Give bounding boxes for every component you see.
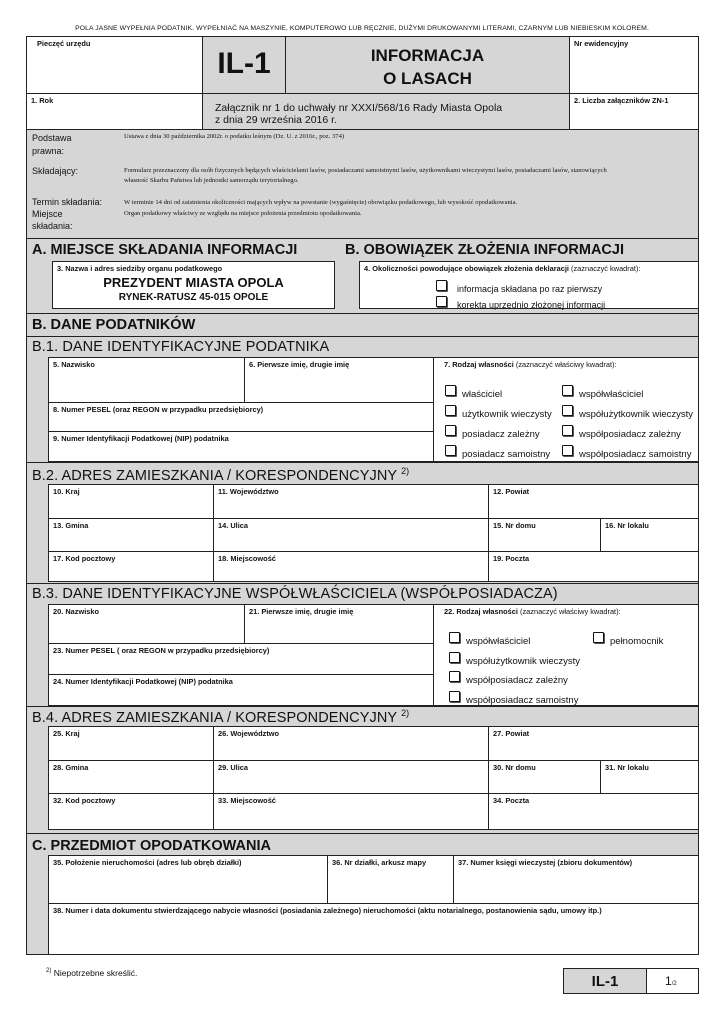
b3-title: B.3. DANE IDENTYFIKACYJNE WSPÓŁWŁAŚCICIELA (WSPÓŁPOSIADACZA)	[32, 586, 558, 602]
co-dependent-holder-checkbox[interactable]	[562, 425, 573, 436]
co-commune-field[interactable]	[48, 760, 214, 794]
house-number-field[interactable]	[488, 518, 601, 552]
footnote	[46, 968, 137, 978]
co-first-names-field[interactable]	[244, 604, 434, 644]
district-label: 12. Powiat	[493, 487, 530, 496]
form-code: IL-1	[217, 47, 271, 80]
b1-top-line	[26, 336, 699, 337]
top-note: POLA JASNE WYPEŁNIA PODATNIK. WYPEŁNIAĆ NA MASZYNIE, KOMPUTEROWO LUB RĘCZNIE, DUŻYMI DRUKOWANYMI LITERAMI, CZARNYM LUB NIEBIESKIM KOLOREM.	[75, 25, 649, 32]
owner-label: właściciel	[462, 389, 503, 400]
apartment-number-field[interactable]	[600, 518, 699, 552]
section-c-title: C. PRZEDMIOT OPODATKOWANIA	[32, 838, 271, 854]
basis-label-2: prawna:	[32, 146, 65, 156]
b2-title	[32, 466, 409, 484]
co-own-co-perpetual-user[interactable]	[449, 648, 580, 667]
apartment-number-label: 16. Nr lokalu	[605, 521, 649, 530]
basis-text: Ustawa z dnia 30 października 2002r. o podatku leśnym (Dz. U. z 2016r., poz. 374)	[124, 133, 345, 140]
stamp-label: Pieczęć urzędu	[37, 39, 91, 48]
b4-footnote-ref: 2)	[401, 708, 410, 718]
locality-label: 18. Miejscowość	[218, 554, 276, 563]
place-label-1: Miejsce	[32, 209, 63, 219]
footer-code-box	[563, 968, 647, 994]
land-register-label: 37. Numer księgi wieczystej (zbioru dokumentów)	[458, 858, 633, 867]
basis-label-1: Podstawa	[32, 133, 72, 143]
co-own-co-owner[interactable]	[449, 628, 530, 647]
co-own-co-independent-holder-label: współposiadacz samoistny	[466, 695, 579, 706]
co-dependent-holder-label: współposiadacz zależny	[579, 429, 681, 440]
tax-office-name: PREZYDENT MIASTA OPOLA	[103, 275, 284, 290]
section-b-top-line	[26, 313, 699, 314]
co-postal-code-label: 32. Kod pocztowy	[53, 796, 116, 805]
country-field[interactable]	[48, 484, 214, 519]
co-country-field[interactable]	[48, 726, 214, 761]
co-own-co-dependent-holder-label: współposiadacz zależny	[466, 675, 568, 686]
first-names-field[interactable]	[244, 357, 434, 403]
co-street-field[interactable]	[213, 760, 489, 794]
first-filing-label: informacja składana po raz pierwszy	[457, 284, 603, 294]
first-filing-checkbox[interactable]	[436, 280, 447, 291]
co-house-number-field[interactable]	[488, 760, 601, 794]
street-label: 14. Ulica	[218, 521, 248, 530]
filer-label: Składający:	[32, 166, 79, 176]
co-own-co-perpetual-user-checkbox[interactable]	[449, 652, 460, 663]
b1-title: B.1. DANE IDENTYFIKACYJNE PODATNIKA	[32, 339, 330, 355]
locality-field[interactable]	[213, 551, 489, 582]
form-title-line2: O LASACH	[383, 69, 472, 88]
independent-holder-label: posiadacz samoistny	[462, 449, 551, 460]
co-commune-label: 28. Gmina	[53, 763, 89, 772]
co-own-co-independent-holder[interactable]	[449, 687, 578, 706]
b2-top-line	[26, 462, 699, 463]
nip-label: 9. Numer Identyfikacji Podatkowej (NIP) podatnika	[53, 434, 229, 443]
attachment-line1: Załącznik nr 1 do uchwały nr XXXI/568/16 Rady Miasta Opola	[215, 102, 503, 114]
duty-circumstances-hint: (zaznaczyć kwadrat):	[571, 264, 641, 273]
co-voivodeship-label: 26. Województwo	[218, 729, 280, 738]
dependent-holder-label: posiadacz zależny	[462, 429, 540, 440]
nip-field[interactable]	[48, 431, 434, 462]
section-a-title: A. MIEJSCE SKŁADANIA INFORMACJI	[32, 242, 298, 258]
dependent-holder-checkbox[interactable]	[445, 425, 456, 436]
co-owner-label: współwłaściciel	[579, 389, 644, 400]
surname-label: 5. Nazwisko	[53, 360, 95, 369]
own-owner[interactable]	[445, 381, 502, 400]
tax-office-label: 3. Nazwa i adres siedziby organu podatkowego	[57, 264, 223, 273]
ownership-document-label: 38. Numer i data dokumentu stwierdzającego nabycie własności (posiadania zależnego) nieruchomości (aktu notarialnego, postanowienia sądu, umowy itp.)	[53, 906, 602, 915]
footer-code: IL-1	[591, 973, 619, 990]
attachment-line2: z dnia 29 września 2016 r.	[215, 114, 337, 126]
footnote-text: Niepotrzebne skreślić.	[53, 968, 138, 978]
attorney-checkbox[interactable]	[593, 632, 604, 643]
form-title-box	[285, 36, 570, 94]
voivodeship-field[interactable]	[213, 484, 489, 519]
b3-top-line	[26, 583, 699, 584]
term-text: W terminie 14 dni od zaistnienia okoliczności mających wpływ na powstanie (wygaśnięcie) obowiązku podatkowego, lub wysokość opodatkowania.	[124, 199, 518, 206]
own-co-owner[interactable]	[562, 381, 643, 400]
own-co-perpetual-user[interactable]	[562, 401, 693, 420]
co-nip-label: 24. Numer Identyfikacji Podatkowej (NIP) podatnika	[53, 677, 233, 686]
perpetual-user-checkbox[interactable]	[445, 405, 456, 416]
co-ownership-type-hint: (zaznaczyć właściwy kwadrat):	[520, 607, 621, 616]
co-own-co-owner-checkbox[interactable]	[449, 632, 460, 643]
property-location-field[interactable]	[48, 855, 328, 904]
pesel-field[interactable]	[48, 402, 434, 432]
own-independent-holder[interactable]	[445, 441, 550, 460]
co-voivodeship-field[interactable]	[213, 726, 489, 761]
land-register-field[interactable]	[453, 855, 699, 904]
attachments-count-field[interactable]	[569, 93, 699, 130]
co-surname-field[interactable]	[48, 604, 245, 644]
postal-code-field[interactable]	[48, 551, 214, 582]
co-independent-holder-label: współposiadacz samoistny	[579, 449, 692, 460]
ownership-document-field[interactable]	[48, 903, 699, 955]
attachment-box	[202, 93, 570, 130]
place-label-2: składania:	[32, 221, 73, 231]
filer-text-2: własność Skarbu Państwa lub jednostki samorządu terytorialnego.	[124, 177, 299, 184]
own-co-independent-holder[interactable]	[562, 441, 691, 460]
b4-top-line	[26, 706, 699, 707]
co-district-label: 27. Powiat	[493, 729, 530, 738]
co-own-co-owner-label: współwłaściciel	[466, 636, 531, 647]
house-number-label: 15. Nr domu	[493, 521, 536, 530]
co-independent-holder-checkbox[interactable]	[562, 445, 573, 456]
office-stamp-field[interactable]	[26, 36, 203, 94]
section-b-duty-title: B. OBOWIĄZEK ZŁOŻENIA INFORMACJI	[345, 242, 624, 258]
correction-label: korekta uprzednio złożonej informacji	[457, 300, 606, 310]
b4-title-text: B.4. ADRES ZAMIESZKANIA / KORESPONDENCYJNY	[32, 709, 397, 726]
attachments-count-label: 2. Liczba załączników ZN-1	[574, 96, 669, 105]
co-owner-checkbox[interactable]	[562, 385, 573, 396]
first-names-label: 6. Pierwsze imię, drugie imię	[249, 360, 350, 369]
own-co-dependent-holder[interactable]	[562, 421, 681, 440]
surname-field[interactable]	[48, 357, 245, 403]
commune-field[interactable]	[48, 518, 214, 552]
duty-circumstances-label: 4. Okoliczności powodujące obowiązek złożenia deklaracji	[364, 264, 569, 273]
co-country-label: 25. Kraj	[53, 729, 80, 738]
co-surname-label: 20. Nazwisko	[53, 607, 100, 616]
year-label: 1. Rok	[31, 96, 54, 105]
ownership-type-hint: (zaznaczyć właściwy kwadrat):	[515, 360, 617, 369]
own-perpetual-user[interactable]	[445, 401, 552, 420]
post-office-field[interactable]	[488, 551, 699, 582]
pesel-label: 8. Numer PESEL (oraz REGON w przypadku przedsiębiorcy)	[53, 405, 264, 414]
page-number-box	[646, 968, 699, 994]
filer-text-1: Formularz przeznaczony dla osób fizycznych będących właścicielami lasów, posiadaczami samoistnymi lasów, użytkownikami wieczystymi lasów, posiadaczami lasów, stanowiących	[124, 167, 607, 174]
form-title-line1: INFORMACJA	[370, 46, 485, 65]
commune-label: 13. Gmina	[53, 521, 89, 530]
page-number	[665, 974, 677, 988]
registration-number-label: Nr ewidencyjny	[574, 39, 629, 48]
co-post-office-field[interactable]	[488, 793, 699, 830]
legal-divider	[120, 160, 121, 163]
street-field[interactable]	[213, 518, 489, 552]
post-office-label: 19. Poczta	[493, 554, 530, 563]
plot-number-label: 36. Nr działki, arkusz mapy	[332, 858, 427, 867]
own-dependent-holder[interactable]	[445, 421, 540, 440]
co-own-co-dependent-holder[interactable]	[449, 667, 568, 686]
tax-office-field	[52, 261, 335, 309]
district-field[interactable]	[488, 484, 699, 519]
co-street-label: 29. Ulica	[218, 763, 248, 772]
b2-footnote-ref: 2)	[401, 466, 410, 476]
co-nip-field[interactable]	[48, 674, 434, 706]
attorney-label: pełnomocnik	[610, 636, 664, 647]
co-postal-code-field[interactable]	[48, 793, 214, 830]
co-perpetual-user-checkbox[interactable]	[562, 405, 573, 416]
co-own-attorney[interactable]	[593, 628, 663, 647]
co-own-co-independent-holder-checkbox[interactable]	[449, 691, 460, 702]
co-locality-label: 33. Miejscowość	[218, 796, 276, 805]
co-locality-field[interactable]	[213, 793, 489, 830]
perpetual-user-label: użytkownik wieczysty	[462, 409, 552, 420]
correction-checkbox[interactable]	[436, 296, 447, 307]
option-correction[interactable]	[436, 292, 605, 310]
voivodeship-label: 11. Województwo	[218, 487, 279, 496]
co-pesel-label: 23. Numer PESEL ( oraz REGON w przypadku przedsiębiorcy)	[53, 646, 270, 655]
b2-title-text: B.2. ADRES ZAMIESZKANIA / KORESPONDENCYJNY	[32, 467, 397, 484]
co-post-office-label: 34. Poczta	[493, 796, 530, 805]
postal-code-label: 17. Kod pocztowy	[53, 554, 116, 563]
registration-number-field[interactable]	[569, 36, 699, 94]
property-location-label: 35. Położenie nieruchomości (adres lub obręb działki)	[53, 858, 242, 867]
co-district-field[interactable]	[488, 726, 699, 761]
co-ownership-type-label: 22. Rodzaj własności	[444, 607, 518, 616]
plot-number-field[interactable]	[327, 855, 454, 904]
page-total: /2	[671, 981, 677, 987]
independent-holder-checkbox[interactable]	[445, 445, 456, 456]
term-label: Termin składania:	[32, 197, 103, 207]
co-first-names-label: 21. Pierwsze imię, drugie imię	[249, 607, 354, 616]
owner-checkbox[interactable]	[445, 385, 456, 396]
footnote-marker: 2)	[46, 968, 52, 975]
co-house-number-label: 30. Nr domu	[493, 763, 536, 772]
ownership-type-label: 7. Rodzaj własności	[444, 360, 514, 369]
co-pesel-field[interactable]	[48, 643, 434, 675]
co-apartment-number-field[interactable]	[600, 760, 699, 794]
section-a-top-line	[26, 238, 699, 239]
country-label: 10. Kraj	[53, 487, 80, 496]
tax-office-address: RYNEK-RATUSZ 45-015 OPOLE	[118, 292, 269, 303]
co-perpetual-user-label: współużytkownik wieczysty	[579, 409, 694, 420]
co-own-co-dependent-holder-checkbox[interactable]	[449, 671, 460, 682]
b4-title	[32, 708, 409, 726]
section-c-top-line	[26, 833, 699, 834]
form-code-box	[202, 36, 286, 94]
co-apartment-number-label: 31. Nr lokalu	[605, 763, 649, 772]
page-current: 1	[665, 974, 672, 988]
year-field[interactable]	[26, 93, 203, 130]
co-own-co-perpetual-user-label: współużytkownik wieczysty	[466, 656, 581, 667]
section-b-title: B. DANE PODATNIKÓW	[32, 317, 196, 333]
place-text: Organ podatkowy właściwy ze względu na miejsce położenia przedmiotu opodatkowania.	[124, 210, 362, 217]
